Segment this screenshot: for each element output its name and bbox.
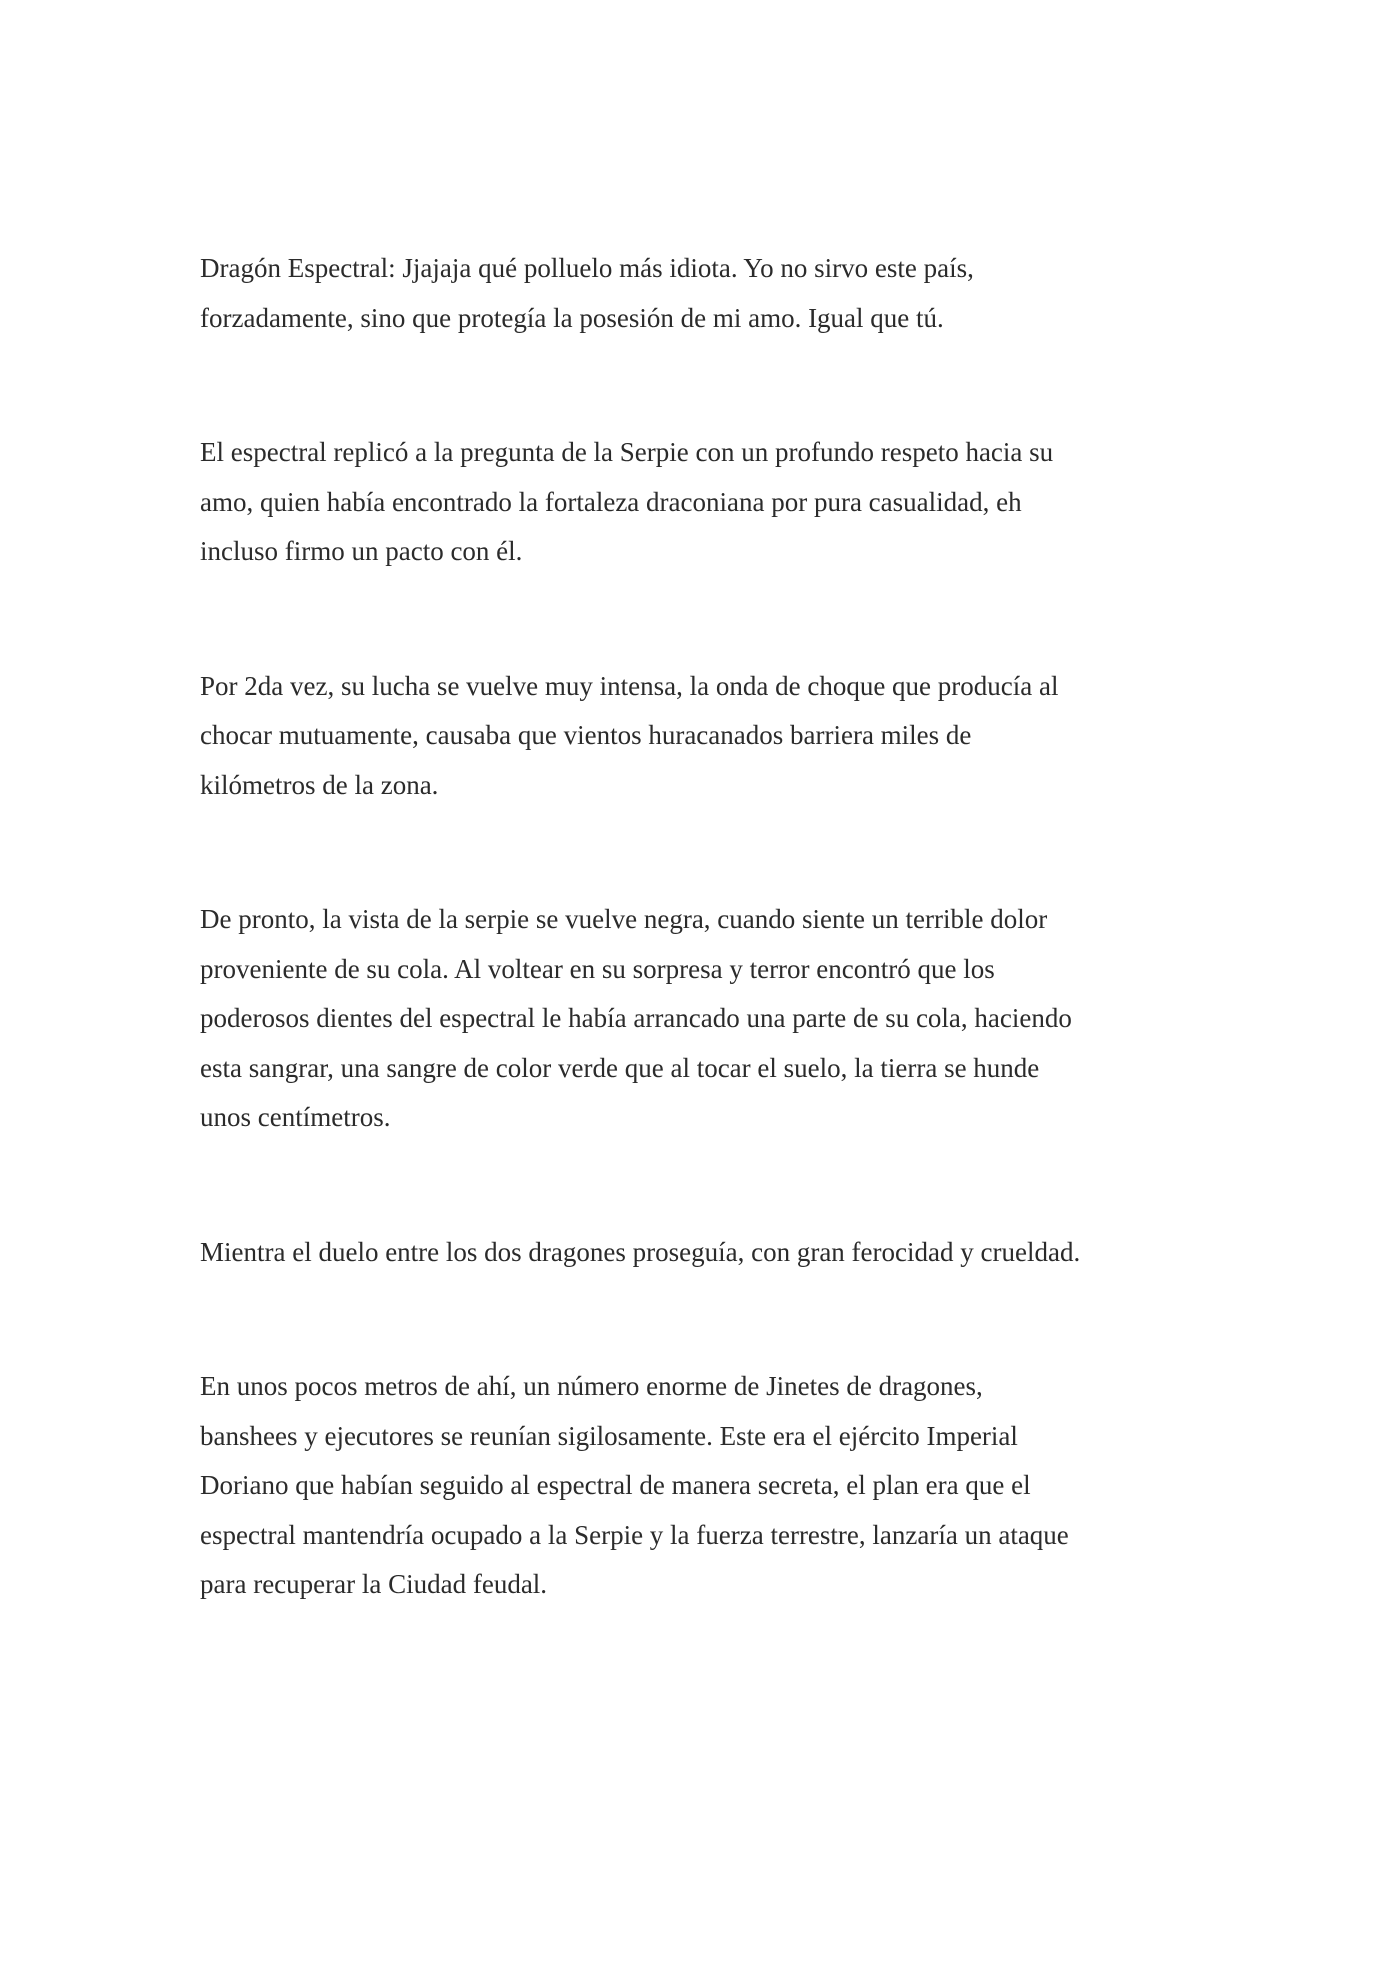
paragraph-line: kilómetros de la zona.: [200, 769, 439, 800]
paragraph-line: unos centímetros.: [200, 1102, 391, 1132]
document-body: [200, 244, 1220, 1610]
paragraph-line: esta sangrar, una sangre de color verde que al tocar el suelo, la tierra se hunde: [200, 1052, 1040, 1083]
paragraph-6: [200, 1362, 1220, 1610]
paragraph-line: chocar mutuamente, causaba que vientos huracanados barriera miles de: [200, 720, 972, 750]
paragraph-line: poderosos dientes del espectral le había arrancado una parte de su cola, haciendo: [200, 1003, 1072, 1033]
paragraph-line: amo, quien había encontrado la fortaleza draconiana por pura casualidad, eh: [200, 486, 1022, 517]
paragraph-2: [200, 428, 1220, 577]
paragraph-line: Dragón Espectral: Jjajaja qué polluelo más idiota. Yo no sirvo este país,: [200, 253, 974, 283]
paragraph-line: Doriano que habían seguido al espectral de manera secreta, el plan era que el: [200, 1470, 1031, 1500]
paragraph-line: espectral mantendría ocupado a la Serpie y la fuerza terrestre, lanzaría un ataque: [200, 1519, 1069, 1550]
paragraph-line: En unos pocos metros de ahí, un número enorme de Jinetes de dragones,: [200, 1371, 983, 1401]
paragraph-1: [200, 244, 1220, 343]
paragraph-line: banshees y ejecutores se reunían sigilosamente. Este era el ejército Imperial: [200, 1420, 1018, 1451]
paragraph-line: forzadamente, sino que protegía la posesión de mi amo. Igual que tú.: [200, 302, 944, 333]
paragraph-line: proveniente de su cola. Al voltear en su sorpresa y terror encontró que los: [200, 953, 995, 984]
paragraph-5: [200, 1228, 1220, 1278]
paragraph-line: De pronto, la vista de la serpie se vuelve negra, cuando siente un terrible dolor: [200, 904, 1048, 934]
paragraph-line: El espectral replicó a la pregunta de la Serpie con un profundo respeto hacia su: [200, 437, 1054, 467]
paragraph-line: incluso firmo un pacto con él.: [200, 536, 523, 566]
paragraph-line: Por 2da vez, su lucha se vuelve muy intensa, la onda de choque que producía al: [200, 670, 1059, 701]
paragraph-line: Mientra el duelo entre los dos dragones proseguía, con gran ferocidad y crueldad.: [200, 1236, 1081, 1267]
paragraph-line: para recuperar la Ciudad feudal.: [200, 1569, 548, 1599]
paragraph-4: [200, 895, 1220, 1143]
paragraph-3: [200, 662, 1220, 811]
